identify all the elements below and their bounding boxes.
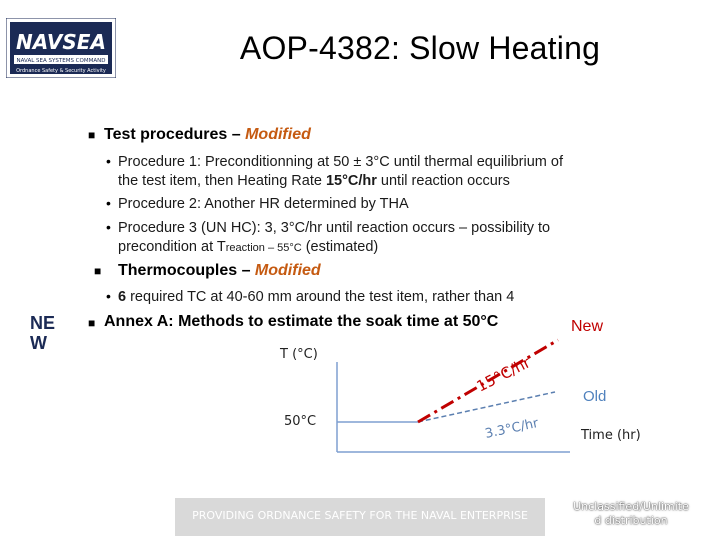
round-bullet-icon: • bbox=[106, 153, 111, 169]
tc-count: 6 bbox=[118, 289, 127, 305]
x-axis-label: Time (hr) bbox=[581, 428, 641, 443]
new-side-label-line1: NE bbox=[30, 313, 56, 333]
test-procedures-label: Test procedures – bbox=[104, 126, 246, 143]
logo-subtitle: NAVAL SEA SYSTEMS COMMAND bbox=[16, 58, 106, 64]
footer-banner-text: PROVIDING ORDNANCE SAFETY FOR THE NAVAL ENTERPRISE bbox=[192, 509, 528, 522]
procedure-2-line: Procedure 2: Another HR determined by THA bbox=[118, 196, 409, 212]
procedure-1-text: the test item, then Heating Rate bbox=[118, 173, 326, 189]
logo-wordmark: NAVSEA bbox=[16, 30, 106, 54]
square-bullet-icon: ■ bbox=[94, 264, 102, 278]
classification-line1: Unclassified/Unlimite bbox=[573, 500, 689, 513]
page-title: AOP-4382: Slow Heating bbox=[239, 30, 601, 66]
procedure-3-line1: Procedure 3 (UN HC): 3, 3°C/hr until reaction occurs – possibility to bbox=[118, 220, 551, 236]
old-rate-label: 3.3°C/hr bbox=[483, 415, 540, 442]
new-label: New bbox=[571, 318, 604, 335]
classification-label bbox=[560, 500, 702, 528]
thermocouples-text: required TC at 40-60 mm around the test item, rather than 4 bbox=[126, 289, 515, 305]
procedure-1-line1: Procedure 1: Preconditionning at 50 ± 3°C until thermal equilibrium of bbox=[118, 154, 563, 170]
procedure-3-subscript: reaction – 55°C bbox=[225, 242, 302, 254]
procedure-3-text-end: (estimated) bbox=[301, 239, 379, 255]
classification-line2: d distribution bbox=[594, 514, 668, 527]
square-bullet-icon: ■ bbox=[88, 128, 96, 142]
y-axis-label: T (°C) bbox=[280, 347, 318, 362]
modified-label: Modified bbox=[254, 262, 321, 279]
level-label: 50°C bbox=[284, 414, 317, 429]
heating-rate-value: 15°C/hr bbox=[325, 173, 377, 189]
square-bullet-icon: ■ bbox=[88, 316, 96, 330]
new-side-label-line2: W bbox=[30, 333, 47, 353]
modified-label: Modified bbox=[245, 126, 311, 143]
logo-tagline: Ordnance Safety & Security Activity bbox=[16, 68, 106, 74]
footer-banner bbox=[175, 498, 545, 536]
round-bullet-icon: • bbox=[106, 195, 111, 211]
procedure-3-text: precondition at T bbox=[118, 239, 226, 255]
procedure-1-text-end: until reaction occurs bbox=[376, 173, 510, 189]
round-bullet-icon: • bbox=[106, 219, 111, 235]
annex-text: Methods to estimate the soak time at 50°C bbox=[173, 313, 499, 330]
new-rate-label: 15°C/hr bbox=[473, 353, 534, 396]
thermocouples-label: Thermocouples – bbox=[118, 262, 255, 279]
old-label: Old bbox=[583, 388, 607, 405]
round-bullet-icon: • bbox=[106, 288, 111, 304]
annex-label: Annex A: bbox=[104, 313, 174, 330]
